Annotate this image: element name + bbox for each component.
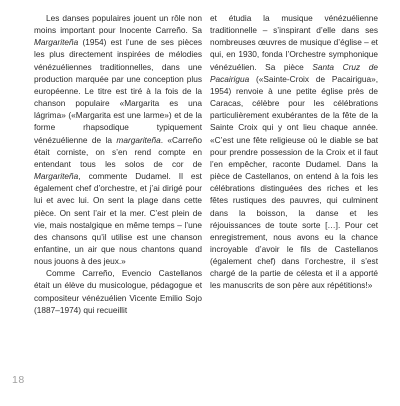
left-column (34, 12, 202, 316)
italic-title: Margariteña (34, 37, 79, 48)
right-column (210, 12, 378, 292)
italic-title: margariteña (116, 134, 161, 145)
paragraph-santa-cruz: et étudia la musique vénézuélienne traditionnelle – s’inspirant d’elle dans ses nombreuses œuvres de musique d’église – et qui, en 1930, fonda l’Orchestre symphonique vénézuélien. Sa pièce Santa Cruz de Pacairigua («Sainte-Croix de Pacairigua», 1954) renvoie à une petite église près de Caracas, célèbre pour les célébrations particulièrement exubérantes de la fête de la Sainte Croix qui y ont lieu chaque année. «C’est une fête religieuse où le diable se bat pour prendre possession de la Croix et il faut l’en empêcher, raconte Dudamel. Dans la pièce de Castellanos, on entend à la fois les célébrations distinguées des riches et les fêtes rustiques des pauvres, qui culminent dans la boisson, la danse et les réjouissances de toute sorte […]. Pour cet enregistrement, nous avons eu la chance incroyable d’avoir le fils de Castellanos (également chef) dans l’orchestre, il s’est chargé de la partie de célesta et il a apporté les manuscrits de son père aux répétitions!» (210, 13, 378, 291)
italic-title: Margariteña (34, 171, 79, 182)
page-number: 18 (12, 374, 25, 386)
paragraph-castellanos-intro: Comme Carreño, Evencio Castellanos était un élève du musicologue, pédagogue et compositeur vénézuélien Vicente Emilio Sojo (1887–1974) qui recueillit (34, 268, 202, 315)
paragraph-carreno: Les danses populaires jouent un rôle non moins important pour Inocente Carreño. Sa Margariteña (1954) est l’une de ses pièces les plus directement inspirées de mélodies vénézuéliennes traditionnelles, dans une production marquée par une conception plus européenne. Le titre est tiré à la fois de la chanson populaire «Margarita es una lágrima» («Margarita est une larme») et de la forme rhapsodique typiquement vénézuélienne de la margariteña. «Carreño était corniste, on s’en rend compte en entendant tous les solos de cor de Margariteña, commente Dudamel. Il est également chef d’orchestre, et j’ai dirigé pour lui et avec lui. On sent la plage dans cette pièce. On sent l’air et la mer. C’est plein de vie, mais nostalgique en même temps – l’une des chansons qu’il utilise est une chanson enfantine, un air que nous chantons quand nous jouons à des jeux.» (34, 13, 203, 267)
italic-title: Santa Cruz de Pacairigua (210, 61, 378, 84)
